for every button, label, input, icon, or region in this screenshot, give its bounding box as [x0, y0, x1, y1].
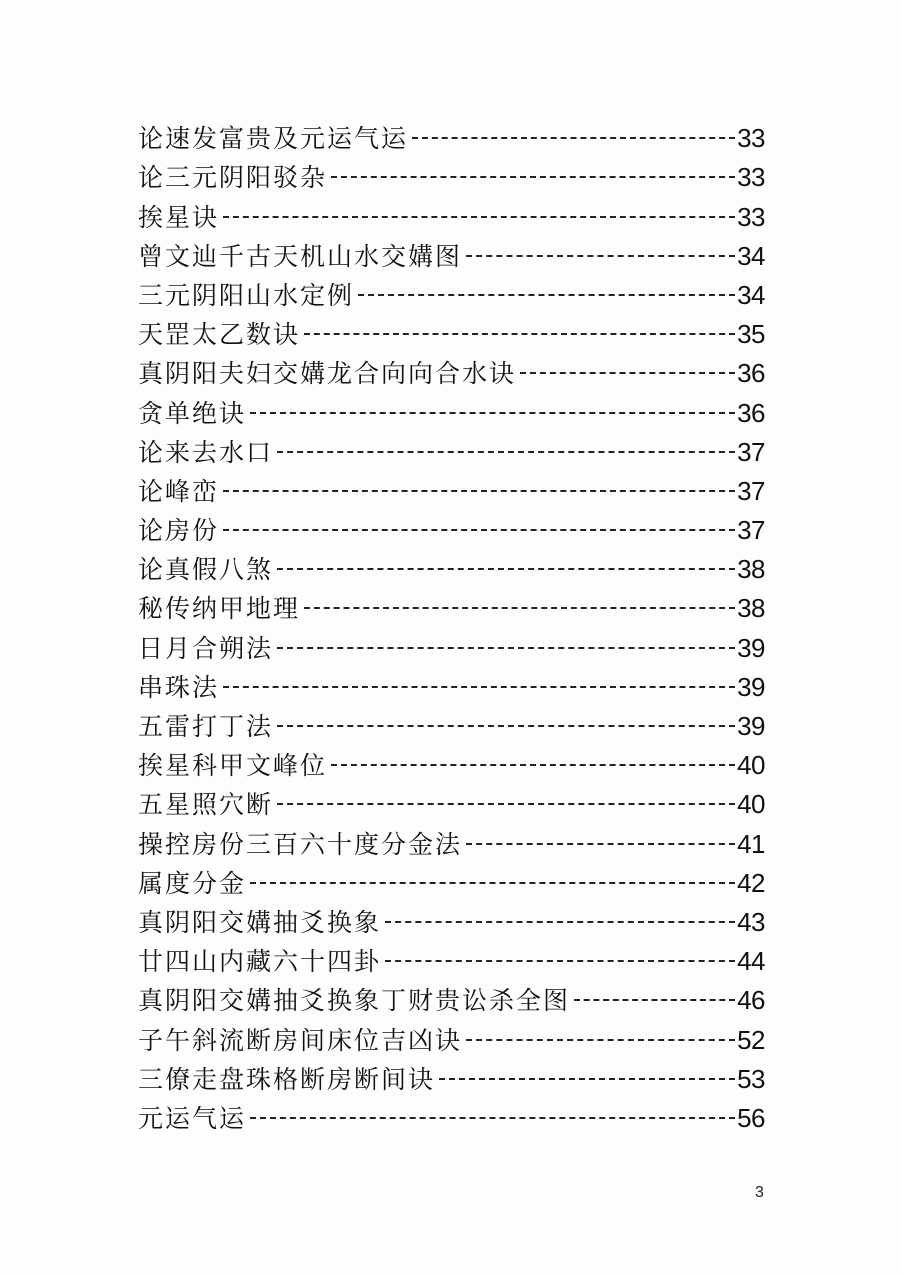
toc-leader [223, 686, 735, 688]
toc-entry-page: 40 [737, 750, 765, 781]
toc-leader [385, 960, 735, 962]
toc-entry [138, 739, 765, 781]
toc-leader [277, 451, 735, 453]
toc-entry-page: 46 [737, 985, 765, 1016]
toc-leader [520, 372, 735, 374]
toc-leader [439, 1078, 735, 1080]
toc-entry-page: 52 [737, 1024, 765, 1055]
toc-leader [466, 1039, 735, 1041]
toc-entry-title: 天罡太乙数诀 [138, 320, 301, 350]
toc-entry [138, 426, 765, 465]
toc-entry-page: 37 [737, 436, 765, 467]
toc-entry-title: 曾文辿千古天机山水交媾图 [138, 241, 463, 271]
toc-entry [138, 269, 765, 308]
toc-entry [138, 817, 765, 859]
toc-leader [385, 921, 735, 923]
toc-leader [412, 137, 735, 139]
toc-entry-page: 37 [737, 515, 765, 546]
toc-leader [250, 412, 735, 414]
toc-entry [138, 935, 765, 977]
toc-leader [223, 490, 735, 492]
toc-entry-title: 论真假八煞 [138, 555, 274, 585]
toc-entry-title: 三僚走盘珠格断房断间诀 [138, 1064, 436, 1094]
toc-entry-page: 41 [737, 828, 765, 859]
toc-entry-title: 属度分金 [138, 868, 247, 898]
toc-entry [138, 857, 765, 896]
toc-entry-page: 43 [737, 906, 765, 937]
toc-entry [138, 386, 765, 428]
toc-entry-page: 53 [737, 1063, 765, 1094]
toc-entry-title: 五星照穴断 [138, 790, 274, 820]
toc-entry-page: 34 [737, 279, 765, 310]
toc-entry [138, 151, 765, 193]
toc-entry-page: 36 [737, 358, 765, 389]
toc-entry-page: 38 [737, 593, 765, 624]
toc-entry-page: 40 [737, 789, 765, 820]
toc-entry-title: 串珠法 [138, 672, 220, 702]
toc-entry-page: 35 [737, 319, 765, 350]
toc-entry-title: 日月合朔法 [138, 633, 274, 663]
toc-entry [138, 621, 765, 663]
toc-entry-title: 真阴阳交媾抽爻换象丁财贵讼杀全图 [138, 986, 571, 1016]
toc-entry [138, 190, 765, 232]
toc-leader [277, 803, 735, 805]
toc-entry [138, 347, 765, 389]
toc-leader [223, 529, 735, 531]
toc-entry [138, 1013, 765, 1055]
toc-entry-page: 33 [737, 162, 765, 193]
toc-leader [331, 176, 735, 178]
toc-entry-page: 38 [737, 554, 765, 585]
toc-entry-title: 廿四山内藏六十四卦 [138, 947, 382, 977]
toc-entry-title: 元运气运 [138, 1103, 247, 1133]
toc-entry-page: 39 [737, 632, 765, 663]
toc-entry-page: 56 [737, 1102, 765, 1133]
toc-entry-title: 贪单绝诀 [138, 398, 247, 428]
toc-entry-title: 秘传纳甲地理 [138, 594, 301, 624]
toc-entry [138, 465, 765, 504]
toc-entry [138, 1092, 765, 1131]
toc-leader [574, 999, 735, 1001]
table-of-contents [138, 112, 765, 1131]
toc-entry [138, 543, 765, 585]
toc-leader [466, 255, 735, 257]
toc-entry [138, 308, 765, 350]
toc-entry-page: 36 [737, 397, 765, 428]
toc-entry [138, 700, 765, 739]
toc-entry [138, 974, 765, 1016]
toc-entry-title: 挨星科甲文峰位 [138, 751, 328, 781]
toc-entry-title: 论三元阴阳驳杂 [138, 163, 328, 193]
toc-entry-page: 39 [737, 711, 765, 741]
toc-leader [304, 607, 735, 609]
toc-entry-title: 挨星诀 [138, 202, 220, 232]
toc-entry [138, 661, 765, 700]
toc-entry [138, 230, 765, 269]
toc-entry-title: 论峰峦 [138, 476, 220, 506]
toc-entry [138, 896, 765, 935]
toc-entry-page: 39 [737, 671, 765, 702]
toc-leader [331, 764, 735, 766]
toc-entry-title: 子午斜流断房间床位吉凶诀 [138, 1025, 463, 1055]
toc-entry-page: 42 [737, 867, 765, 898]
toc-entry-title: 论房份 [138, 516, 220, 546]
toc-entry-title: 五雷打丁法 [138, 712, 274, 741]
toc-entry-page: 33 [737, 201, 765, 232]
toc-entry-title: 论速发富贵及元运气运 [138, 124, 409, 154]
toc-entry-title: 真阴阳夫妇交媾龙合向向合水诀 [138, 359, 517, 389]
toc-entry-title: 真阴阳交媾抽爻换象 [138, 907, 382, 937]
toc-entry-page: 34 [737, 240, 765, 271]
page-number: 3 [755, 1184, 764, 1201]
toc-entry [138, 582, 765, 624]
toc-entry [138, 112, 765, 154]
toc-leader [250, 882, 735, 884]
toc-leader [250, 1117, 735, 1119]
toc-entry-title: 论来去水口 [138, 437, 274, 467]
toc-entry [138, 778, 765, 820]
toc-leader [358, 294, 735, 296]
toc-entry-title: 操控房份三百六十度分金法 [138, 829, 463, 859]
toc-entry-title: 三元阴阳山水定例 [138, 280, 355, 310]
toc-leader [277, 725, 735, 727]
toc-leader [304, 333, 735, 335]
toc-entry-page: 33 [737, 123, 765, 154]
toc-leader [277, 568, 735, 570]
toc-entry-page: 44 [737, 946, 765, 977]
toc-entry-page: 37 [737, 475, 765, 506]
toc-leader [466, 843, 735, 845]
toc-entry [138, 504, 765, 546]
toc-leader [223, 216, 735, 218]
toc-entry [138, 1053, 765, 1092]
toc-leader [277, 647, 735, 649]
